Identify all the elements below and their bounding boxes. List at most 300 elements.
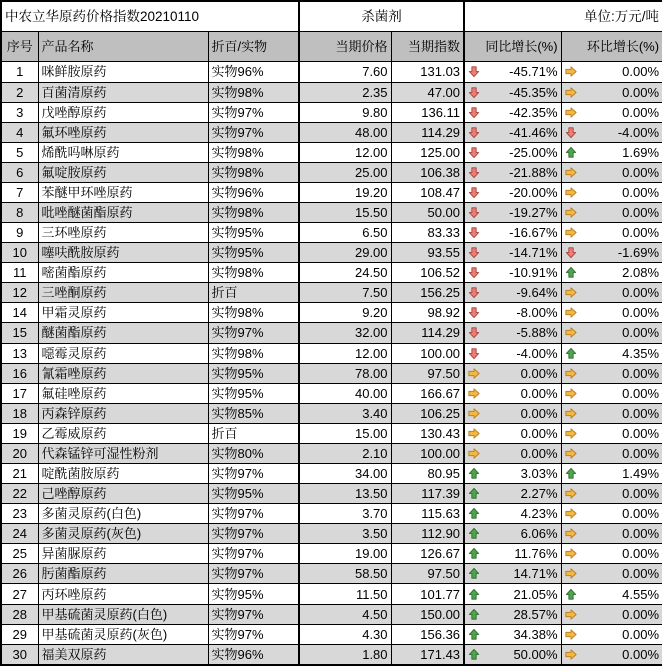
mom-growth-value: 0.00% <box>622 546 660 562</box>
product-name-cell[interactable]: 肟菌酯原药 <box>38 564 208 584</box>
mom-growth-value: 0.00% <box>622 365 660 381</box>
right-arrow-icon <box>468 367 480 380</box>
spec-cell[interactable]: 实物97% <box>208 102 299 122</box>
current-index-cell[interactable]: 156.36 <box>391 624 464 644</box>
product-name-cell[interactable]: 丙森锌原药 <box>38 403 208 423</box>
yoy-growth-value: 50.00% <box>513 646 558 662</box>
row-number-cell[interactable]: 19 <box>1 423 38 443</box>
row-number-cell[interactable]: 3 <box>1 102 38 122</box>
current-price-cell[interactable]: 9.20 <box>299 303 391 323</box>
product-name-cell[interactable]: 氰霜唑原药 <box>38 363 208 383</box>
yoy-growth-value: 4.23% <box>520 506 558 522</box>
mom-growth-cell[interactable] <box>561 182 662 202</box>
row-number-cell[interactable]: 10 <box>1 243 38 263</box>
row-number-cell[interactable]: 11 <box>1 263 38 283</box>
product-name-cell[interactable]: 丙环唑原药 <box>38 584 208 604</box>
current-price-cell[interactable]: 9.80 <box>299 102 391 122</box>
mom-growth-cell[interactable] <box>561 283 662 303</box>
product-name-cell[interactable]: 代森锰锌可湿性粉剂 <box>38 443 208 463</box>
table-row <box>1 644 662 665</box>
mom-growth-value: 0.00% <box>622 205 660 221</box>
product-name-cell[interactable]: 醚菌酯原药 <box>38 323 208 343</box>
mom-growth-cell[interactable] <box>561 223 662 243</box>
current-index-cell[interactable]: 98.92 <box>391 303 464 323</box>
mom-growth-cell[interactable] <box>561 323 662 343</box>
row-number-cell[interactable]: 21 <box>1 464 38 484</box>
current-index-cell[interactable]: 150.00 <box>391 604 464 624</box>
up-arrow-icon <box>468 648 480 661</box>
mom-growth-cell[interactable] <box>561 443 662 463</box>
table-row <box>1 524 662 544</box>
product-name-cell[interactable]: 啶酰菌胺原药 <box>38 464 208 484</box>
yoy-growth-value: 0.00% <box>520 385 558 401</box>
down-arrow-icon <box>468 146 480 159</box>
mom-growth-cell[interactable] <box>561 524 662 544</box>
row-number-cell[interactable]: 13 <box>1 343 38 363</box>
category-cell[interactable]: 杀菌剂 <box>299 1 464 32</box>
product-name-cell[interactable]: 嘧菌酯原药 <box>38 263 208 283</box>
yoy-growth-cell[interactable] <box>464 263 561 283</box>
yoy-growth-value: 28.57% <box>513 606 558 622</box>
table-row <box>1 584 662 604</box>
current-price-cell[interactable]: 2.35 <box>299 82 391 102</box>
spec-cell[interactable]: 实物97% <box>208 464 299 484</box>
table-row <box>1 263 662 283</box>
spec-cell[interactable]: 实物97% <box>208 323 299 343</box>
row-number-cell[interactable]: 6 <box>1 162 38 182</box>
down-arrow-icon <box>468 326 480 339</box>
current-price-cell[interactable]: 2.10 <box>299 443 391 463</box>
yoy-growth-cell[interactable] <box>464 584 561 604</box>
mom-growth-cell[interactable] <box>561 604 662 624</box>
mom-growth-cell[interactable] <box>561 82 662 102</box>
current-price-cell[interactable]: 48.00 <box>299 122 391 142</box>
yoy-growth-cell[interactable] <box>464 122 561 142</box>
current-price-cell[interactable]: 3.70 <box>299 504 391 524</box>
mom-growth-value: 4.35% <box>622 345 660 361</box>
yoy-growth-cell[interactable] <box>464 403 561 423</box>
column-header-row <box>1 32 662 62</box>
col-header-spec[interactable]: 折百/实物 <box>208 32 299 62</box>
row-number-cell[interactable]: 30 <box>1 644 38 665</box>
row-number-cell[interactable]: 2 <box>1 82 38 102</box>
row-number-cell[interactable]: 26 <box>1 564 38 584</box>
spec-cell[interactable]: 实物98% <box>208 82 299 102</box>
product-name-cell[interactable]: 氟环唑原药 <box>38 122 208 142</box>
table-row <box>1 484 662 504</box>
yoy-growth-cell[interactable] <box>464 303 561 323</box>
product-name-cell[interactable]: 烯酰吗啉原药 <box>38 142 208 162</box>
col-header-index[interactable]: 当期指数 <box>391 32 464 62</box>
current-price-cell[interactable]: 15.50 <box>299 202 391 222</box>
mom-growth-value: 1.69% <box>622 144 660 160</box>
yoy-growth-cell[interactable] <box>464 363 561 383</box>
product-name-cell[interactable]: 甲基硫菌灵原药(白色) <box>38 604 208 624</box>
right-arrow-icon <box>565 226 577 239</box>
mom-growth-value: 0.00% <box>622 184 660 200</box>
mom-growth-value: 2.08% <box>622 265 660 281</box>
spec-cell[interactable]: 实物95% <box>208 363 299 383</box>
yoy-growth-cell[interactable] <box>464 524 561 544</box>
yoy-growth-cell[interactable] <box>464 544 561 564</box>
table-row <box>1 283 662 303</box>
current-price-cell[interactable]: 58.50 <box>299 564 391 584</box>
current-index-cell[interactable]: 100.00 <box>391 343 464 363</box>
yoy-growth-value: -14.71% <box>509 245 558 261</box>
down-arrow-icon <box>565 246 577 259</box>
current-index-cell[interactable]: 47.00 <box>391 82 464 102</box>
row-number-cell[interactable]: 4 <box>1 122 38 142</box>
row-number-cell[interactable]: 9 <box>1 223 38 243</box>
yoy-growth-cell[interactable] <box>464 383 561 403</box>
yoy-growth-cell[interactable] <box>464 102 561 122</box>
col-header-price[interactable]: 当期价格 <box>299 32 391 62</box>
col-header-yoy[interactable]: 同比增长(%) <box>464 32 561 62</box>
spec-cell[interactable]: 实物97% <box>208 544 299 564</box>
mom-growth-cell[interactable] <box>561 162 662 182</box>
current-price-cell[interactable]: 11.50 <box>299 584 391 604</box>
col-header-mom[interactable]: 环比增长(%) <box>561 32 662 62</box>
current-index-cell[interactable]: 97.50 <box>391 363 464 383</box>
right-arrow-icon <box>565 427 577 440</box>
current-price-cell[interactable]: 3.50 <box>299 524 391 544</box>
product-name-cell[interactable]: 氟啶胺原药 <box>38 162 208 182</box>
yoy-growth-value: -45.71% <box>509 64 558 80</box>
up-arrow-icon <box>565 146 577 159</box>
yoy-growth-value: 34.38% <box>513 626 558 642</box>
current-price-cell[interactable]: 4.30 <box>299 624 391 644</box>
spec-cell[interactable]: 实物98% <box>208 142 299 162</box>
yoy-growth-value: -42.35% <box>509 104 558 120</box>
title-row <box>1 1 662 32</box>
up-arrow-icon <box>565 467 577 480</box>
product-name-cell[interactable]: 百菌清原药 <box>38 82 208 102</box>
right-arrow-icon <box>468 447 480 460</box>
unit-cell[interactable]: 单位:万元/吨 <box>464 1 662 32</box>
spec-cell[interactable]: 实物96% <box>208 62 299 82</box>
current-price-cell[interactable]: 13.50 <box>299 484 391 504</box>
right-arrow-icon <box>565 206 577 219</box>
yoy-growth-cell[interactable] <box>464 162 561 182</box>
yoy-growth-cell[interactable] <box>464 82 561 102</box>
yoy-growth-cell[interactable] <box>464 243 561 263</box>
product-name-cell[interactable]: 己唑醇原药 <box>38 484 208 504</box>
spec-cell[interactable]: 实物98% <box>208 303 299 323</box>
right-arrow-icon <box>565 407 577 420</box>
product-name-cell[interactable]: 三环唑原药 <box>38 223 208 243</box>
row-number-cell[interactable]: 20 <box>1 443 38 463</box>
yoy-growth-cell[interactable] <box>464 564 561 584</box>
yoy-growth-value: 2.27% <box>520 486 558 502</box>
current-index-cell[interactable]: 125.00 <box>391 142 464 162</box>
current-index-cell[interactable]: 83.33 <box>391 223 464 243</box>
table-row <box>1 383 662 403</box>
current-index-cell[interactable]: 93.55 <box>391 243 464 263</box>
product-name-cell[interactable]: 吡唑醚菌酯原药 <box>38 202 208 222</box>
mom-growth-cell[interactable] <box>561 62 662 82</box>
spec-cell[interactable]: 实物96% <box>208 644 299 665</box>
spec-cell[interactable]: 实物97% <box>208 564 299 584</box>
up-arrow-icon <box>468 507 480 520</box>
yoy-growth-cell[interactable] <box>464 283 561 303</box>
current-price-cell[interactable]: 6.50 <box>299 223 391 243</box>
yoy-growth-value: -9.64% <box>516 285 558 301</box>
row-number-cell[interactable]: 25 <box>1 544 38 564</box>
yoy-growth-value: 0.00% <box>520 425 558 441</box>
spec-cell[interactable]: 实物97% <box>208 524 299 544</box>
row-number-cell[interactable]: 23 <box>1 504 38 524</box>
spec-cell[interactable]: 实物96% <box>208 182 299 202</box>
mom-growth-cell[interactable] <box>561 403 662 423</box>
row-number-cell[interactable]: 7 <box>1 182 38 202</box>
mom-growth-cell[interactable] <box>561 142 662 162</box>
spec-cell[interactable]: 实物95% <box>208 383 299 403</box>
current-index-cell[interactable]: 136.11 <box>391 102 464 122</box>
table-row <box>1 544 662 564</box>
current-price-cell[interactable]: 25.00 <box>299 162 391 182</box>
yoy-growth-value: 14.71% <box>513 566 558 582</box>
down-arrow-icon <box>468 266 480 279</box>
current-price-cell[interactable]: 78.00 <box>299 363 391 383</box>
spec-cell[interactable]: 实物95% <box>208 223 299 243</box>
yoy-growth-cell[interactable] <box>464 464 561 484</box>
current-index-cell[interactable]: 106.52 <box>391 263 464 283</box>
current-index-cell[interactable]: 97.50 <box>391 564 464 584</box>
current-index-cell[interactable]: 126.67 <box>391 544 464 564</box>
spec-cell[interactable]: 实物97% <box>208 504 299 524</box>
spec-cell[interactable]: 实物95% <box>208 584 299 604</box>
row-number-cell[interactable]: 17 <box>1 383 38 403</box>
product-name-cell[interactable]: 噻呋酰胺原药 <box>38 243 208 263</box>
spec-cell[interactable]: 折百 <box>208 283 299 303</box>
current-price-cell[interactable]: 12.00 <box>299 142 391 162</box>
mom-growth-value: 0.00% <box>622 606 660 622</box>
right-arrow-icon <box>565 186 577 199</box>
row-number-cell[interactable]: 8 <box>1 202 38 222</box>
row-number-cell[interactable]: 29 <box>1 624 38 644</box>
row-number-cell[interactable]: 24 <box>1 524 38 544</box>
mom-growth-cell[interactable] <box>561 504 662 524</box>
product-name-cell[interactable]: 乙霉威原药 <box>38 423 208 443</box>
current-price-cell[interactable]: 1.80 <box>299 644 391 665</box>
mom-growth-value: 4.55% <box>622 586 660 602</box>
row-number-cell[interactable]: 16 <box>1 363 38 383</box>
mom-growth-cell[interactable] <box>561 202 662 222</box>
yoy-growth-cell[interactable] <box>464 423 561 443</box>
spec-cell[interactable]: 实物98% <box>208 263 299 283</box>
row-number-cell[interactable]: 12 <box>1 283 38 303</box>
product-name-cell[interactable]: 噁霉灵原药 <box>38 343 208 363</box>
mom-growth-cell[interactable] <box>561 624 662 644</box>
mom-growth-value: 0.00% <box>622 526 660 542</box>
yoy-growth-value: -4.00% <box>516 345 558 361</box>
current-index-cell[interactable]: 115.63 <box>391 504 464 524</box>
product-name-cell[interactable]: 苯醚甲环唑原药 <box>38 182 208 202</box>
yoy-growth-cell[interactable] <box>464 223 561 243</box>
spec-cell[interactable]: 实物97% <box>208 624 299 644</box>
row-number-cell[interactable]: 22 <box>1 484 38 504</box>
row-number-cell[interactable]: 28 <box>1 604 38 624</box>
current-index-cell[interactable]: 114.29 <box>391 122 464 142</box>
current-price-cell[interactable]: 32.00 <box>299 323 391 343</box>
mom-growth-cell[interactable] <box>561 564 662 584</box>
spec-cell[interactable]: 实物98% <box>208 343 299 363</box>
table-row <box>1 62 662 82</box>
mom-growth-cell[interactable] <box>561 263 662 283</box>
current-index-cell[interactable]: 101.77 <box>391 584 464 604</box>
yoy-growth-cell[interactable] <box>464 484 561 504</box>
mom-growth-cell[interactable] <box>561 243 662 263</box>
current-index-cell[interactable]: 166.67 <box>391 383 464 403</box>
table-row <box>1 504 662 524</box>
current-price-cell[interactable]: 7.50 <box>299 283 391 303</box>
mom-growth-value: 0.00% <box>622 285 660 301</box>
spec-cell[interactable]: 实物97% <box>208 604 299 624</box>
current-index-cell[interactable]: 108.47 <box>391 182 464 202</box>
row-number-cell[interactable]: 27 <box>1 584 38 604</box>
down-arrow-icon <box>565 126 577 139</box>
current-index-cell[interactable]: 171.43 <box>391 644 464 665</box>
product-name-cell[interactable]: 咪鲜胺原药 <box>38 62 208 82</box>
mom-growth-cell[interactable] <box>561 102 662 122</box>
current-index-cell[interactable]: 112.90 <box>391 524 464 544</box>
col-header-no[interactable]: 序号 <box>1 32 38 62</box>
spec-cell[interactable]: 实物95% <box>208 243 299 263</box>
product-name-cell[interactable]: 多菌灵原药(白色) <box>38 504 208 524</box>
current-index-cell[interactable]: 114.29 <box>391 323 464 343</box>
spec-cell[interactable]: 实物98% <box>208 162 299 182</box>
current-index-cell[interactable]: 117.39 <box>391 484 464 504</box>
product-name-cell[interactable]: 多菌灵原药(灰色) <box>38 524 208 544</box>
table-row <box>1 303 662 323</box>
yoy-growth-cell[interactable] <box>464 142 561 162</box>
table-row <box>1 323 662 343</box>
yoy-growth-cell[interactable] <box>464 182 561 202</box>
table-row <box>1 182 662 202</box>
mom-growth-value: 0.00% <box>622 425 660 441</box>
table-row <box>1 464 662 484</box>
current-price-cell[interactable]: 40.00 <box>299 383 391 403</box>
yoy-growth-cell[interactable] <box>464 443 561 463</box>
yoy-growth-cell[interactable] <box>464 323 561 343</box>
mom-growth-cell[interactable] <box>561 383 662 403</box>
spec-cell[interactable]: 实物85% <box>208 403 299 423</box>
row-number-cell[interactable]: 18 <box>1 403 38 423</box>
right-arrow-icon <box>468 387 480 400</box>
right-arrow-icon <box>565 547 577 560</box>
mom-growth-value: 0.00% <box>622 646 660 662</box>
yoy-growth-cell[interactable] <box>464 343 561 363</box>
row-number-cell[interactable]: 14 <box>1 303 38 323</box>
product-name-cell[interactable]: 甲基硫菌灵原药(灰色) <box>38 624 208 644</box>
current-index-cell[interactable]: 100.00 <box>391 443 464 463</box>
yoy-growth-value: -25.00% <box>509 144 558 160</box>
yoy-growth-cell[interactable] <box>464 62 561 82</box>
product-name-cell[interactable]: 三唑酮原药 <box>38 283 208 303</box>
product-name-cell[interactable]: 戊唑醇原药 <box>38 102 208 122</box>
mom-growth-cell[interactable] <box>561 464 662 484</box>
mom-growth-cell[interactable] <box>561 343 662 363</box>
spec-cell[interactable]: 实物98% <box>208 202 299 222</box>
mom-growth-cell[interactable] <box>561 584 662 604</box>
yoy-growth-value: 0.00% <box>520 365 558 381</box>
current-price-cell[interactable]: 19.00 <box>299 544 391 564</box>
table-row <box>1 102 662 122</box>
current-price-cell[interactable]: 12.00 <box>299 343 391 363</box>
up-arrow-icon <box>468 608 480 621</box>
yoy-growth-cell[interactable] <box>464 202 561 222</box>
table-row <box>1 443 662 463</box>
yoy-growth-cell[interactable] <box>464 644 561 665</box>
mom-growth-cell[interactable] <box>561 363 662 383</box>
current-index-cell[interactable]: 130.43 <box>391 423 464 443</box>
product-name-cell[interactable]: 福美双原药 <box>38 644 208 665</box>
current-price-cell[interactable]: 24.50 <box>299 263 391 283</box>
yoy-growth-value: 6.06% <box>520 526 558 542</box>
current-index-cell[interactable]: 106.25 <box>391 403 464 423</box>
current-index-cell[interactable]: 80.95 <box>391 464 464 484</box>
current-index-cell[interactable]: 131.03 <box>391 62 464 82</box>
current-index-cell[interactable]: 106.38 <box>391 162 464 182</box>
right-arrow-icon <box>565 447 577 460</box>
row-number-cell[interactable]: 1 <box>1 62 38 82</box>
right-arrow-icon <box>565 286 577 299</box>
current-price-cell[interactable]: 19.20 <box>299 182 391 202</box>
mom-growth-cell[interactable] <box>561 303 662 323</box>
mom-growth-cell[interactable] <box>561 423 662 443</box>
up-arrow-icon <box>565 588 577 601</box>
mom-growth-value: 0.00% <box>622 305 660 321</box>
mom-growth-cell[interactable] <box>561 644 662 665</box>
row-number-cell[interactable]: 15 <box>1 323 38 343</box>
col-header-product[interactable]: 产品名称 <box>38 32 208 62</box>
up-arrow-icon <box>468 628 480 641</box>
row-number-cell[interactable]: 5 <box>1 142 38 162</box>
yoy-growth-value: 0.00% <box>520 445 558 461</box>
right-arrow-icon <box>565 567 577 580</box>
table-row <box>1 243 662 263</box>
current-price-cell[interactable]: 3.40 <box>299 403 391 423</box>
table-row <box>1 624 662 644</box>
spec-cell[interactable]: 实物80% <box>208 443 299 463</box>
current-price-cell[interactable]: 34.00 <box>299 464 391 484</box>
yoy-growth-cell[interactable] <box>464 604 561 624</box>
current-index-cell[interactable]: 50.00 <box>391 202 464 222</box>
current-price-cell[interactable]: 15.00 <box>299 423 391 443</box>
mom-growth-cell[interactable] <box>561 544 662 564</box>
spec-cell[interactable]: 折百 <box>208 423 299 443</box>
yoy-growth-value: -41.46% <box>509 124 558 140</box>
mom-growth-cell[interactable] <box>561 484 662 504</box>
spec-cell[interactable]: 实物95% <box>208 484 299 504</box>
yoy-growth-cell[interactable] <box>464 504 561 524</box>
current-index-cell[interactable]: 156.25 <box>391 283 464 303</box>
product-name-cell[interactable]: 甲霜灵原药 <box>38 303 208 323</box>
current-price-cell[interactable]: 4.50 <box>299 604 391 624</box>
product-name-cell[interactable]: 氟硅唑原药 <box>38 383 208 403</box>
sheet-title-cell[interactable]: 中农立华原药价格指数20210110 <box>1 1 299 32</box>
down-arrow-icon <box>468 246 480 259</box>
yoy-growth-cell[interactable] <box>464 624 561 644</box>
table-row <box>1 403 662 423</box>
product-name-cell[interactable]: 异菌脲原药 <box>38 544 208 564</box>
mom-growth-cell[interactable] <box>561 122 662 142</box>
spec-cell[interactable]: 实物97% <box>208 122 299 142</box>
table-row <box>1 604 662 624</box>
current-price-cell[interactable]: 7.60 <box>299 62 391 82</box>
current-price-cell[interactable]: 29.00 <box>299 243 391 263</box>
table-row <box>1 142 662 162</box>
